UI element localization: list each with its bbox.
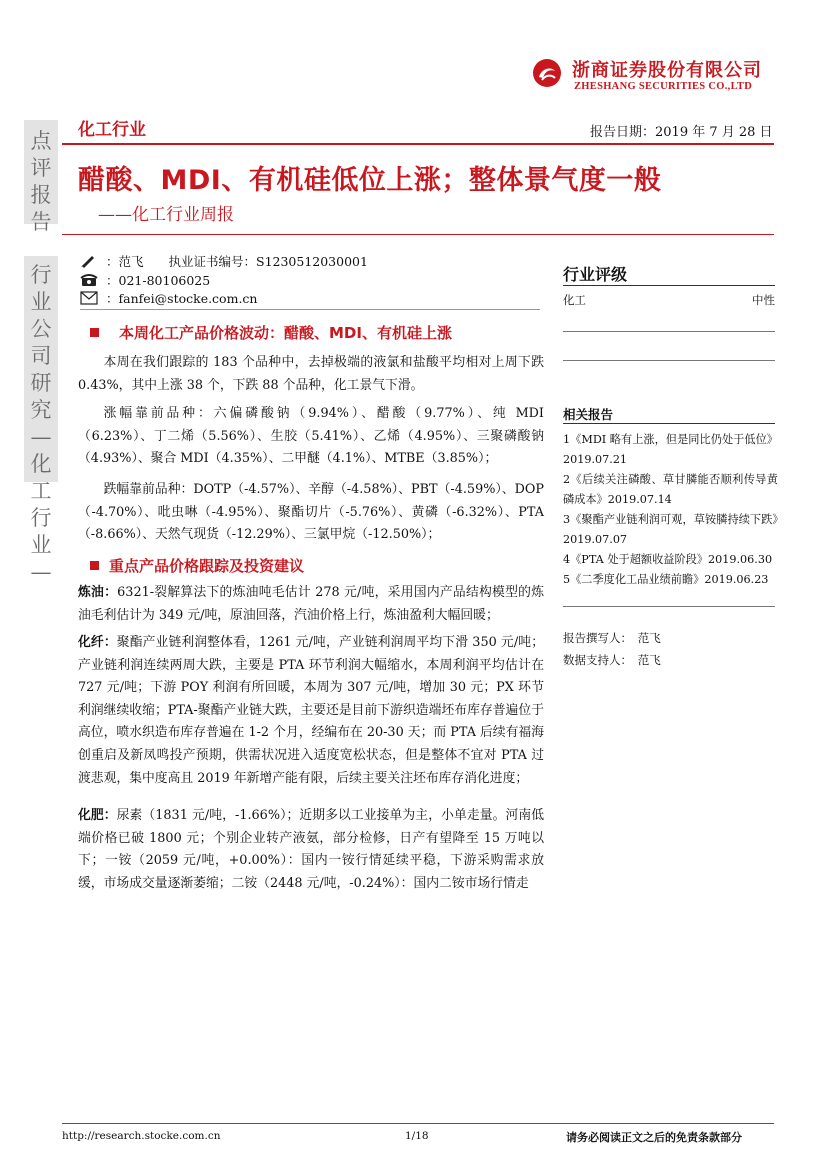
title-divider [62, 234, 774, 235]
contact-divider [80, 309, 540, 310]
tab-char: 化 [30, 452, 52, 476]
square-bullet-icon [90, 561, 99, 570]
related-report-item[interactable]: 2《后续关注磷酸、草甘膦能否顺利传导黄磷成本》2019.07.14 [563, 473, 778, 506]
phone-row [80, 271, 210, 289]
disclaimer-note: 请务必阅读正文之后的免责条款部分 [566, 1131, 742, 1144]
rating-title: 行业评级 [563, 265, 628, 284]
tab-char: 点 [30, 129, 52, 153]
rating-line [563, 360, 775, 361]
tab-char: 究 [30, 398, 52, 422]
related-report-item[interactable]: 3《聚酯产业链利润可观，草铵膦持续下跌》2019.07.07 [563, 513, 778, 546]
email-address[interactable]: ：fanfei@stocke.com.cn [106, 291, 258, 306]
related-divider [563, 423, 775, 424]
paragraph-refining [78, 582, 544, 627]
related-reports-title: 相关报告 [563, 407, 614, 422]
section-heading-tracking [90, 555, 304, 576]
item-label: 化纤： [78, 635, 117, 650]
tab-char: 评 [30, 156, 52, 180]
analyst-info: ：范飞 执业证书编号：S1230512030001 [106, 254, 368, 269]
tab-char: 业 [30, 290, 52, 314]
section-heading-text: 本周化工产品价格波动：醋酸、MDI、有机硅上涨 [119, 324, 452, 342]
item-label: 炼油： [78, 585, 118, 600]
tab-char: — [30, 425, 52, 449]
paragraph-summary: 本周在我们跟踪的 183 个品种中，去掉极端的液氯和盐酸平均相对上周下跌 0.43%，其中上涨 38 个，下跌 88 个品种，化工景气下滑。 [78, 355, 544, 393]
paragraph-gainers: 涨幅靠前品种：六偏磷酸钠（9.94%）、醋酸（9.77%）、纯 MDI（6.23%）、丁二烯（5.56%）、生胶（5.41%）、乙烯（4.95%）、三聚磷酸钠（4.93%）、聚合 MDI（4.35%）、二甲醚（4.1%）、MTBE（3.85%）； [78, 406, 544, 467]
company-logo-icon [532, 58, 562, 88]
tab-char: 行 [30, 263, 52, 287]
tab-char: 工 [30, 479, 52, 503]
page-number: 1/18 [405, 1130, 429, 1142]
report-title: 醋酸、MDI、有机硅低位上涨；整体景气度一般 [78, 165, 662, 196]
tab-char: 司 [30, 344, 52, 368]
related-report-item[interactable]: 4《PTA 处于超额收益阶段》2019.06.30 [563, 553, 773, 566]
category-tab [24, 256, 58, 584]
tab-char: 报 [30, 183, 52, 207]
industry-label: 化工行业 [78, 120, 146, 140]
footer-divider [62, 1123, 774, 1124]
tab-char: 公 [30, 317, 52, 341]
tab-char: — [30, 560, 52, 584]
header-divider [62, 143, 774, 145]
tab-char: 告 [30, 210, 52, 234]
email-row [80, 289, 257, 307]
related-report-item[interactable]: 5《二季度化工品业绩前瞻》2019.06.23 [563, 573, 769, 586]
report-type-tab [24, 120, 58, 234]
mail-icon [80, 291, 98, 305]
footer-url[interactable]: http://research.stocke.com.cn [62, 1130, 221, 1142]
data-supporter: 数据支持人： 范飞 [563, 653, 661, 667]
square-bullet-icon [90, 328, 99, 337]
item-text: 尿素（1831 元/吨，-1.66%）；近期多以工业接单为主，小单走量。河南低端价格已破 1800 元；个别企业转产液氨，部分检修，日产有望降至 15 万吨以下；一铵（2059 元/吨，+0.00%）：国内一铵行情延续平稳，下游采购需求放缓，市场成交量逐渐萎缩；二铵（2448 元/吨，-0.24%）：国内二铵市场行情走 [78, 808, 545, 891]
analyst-row [80, 252, 368, 270]
paragraph-fiber [78, 632, 544, 790]
rating-line [563, 331, 775, 332]
related-reports-list [563, 430, 778, 590]
company-name-en: ZHESHANG SECURITIES CO.,LTD [574, 81, 753, 92]
related-report-item[interactable]: 1《MDI 略有上涨，但是同比仍处于低位》2019.07.21 [563, 433, 778, 466]
item-text: 6321-裂解算法下的炼油吨毛估计 278 元/吨，采用国内产品结构模型的炼油毛利估计为 349 元/吨，原油回落，汽油价格上行，炼油盈利大幅回暖； [78, 585, 545, 623]
report-subtitle: ——化工行业周报 [98, 205, 234, 225]
report-writer: 报告撰写人： 范飞 [563, 631, 661, 645]
rating-industry: 化工 [563, 293, 586, 307]
phone-icon [80, 273, 98, 287]
phone-number: ：021-80106025 [106, 273, 211, 288]
paragraph-losers: 跌幅靠前品种：DOTP（-4.57%）、辛醇（-4.58%）、PBT（-4.59%）、DOP（-4.70%）、吡虫啉（-4.95%）、聚酯切片（-5.76%）、黄磷（-6.32%）、PTA（-8.66%）、天然气现货（-12.29%）、三氯甲烷（-12.50%）； [78, 482, 544, 543]
rating-divider [563, 285, 775, 286]
tab-char: 行 [30, 506, 52, 530]
pen-icon [80, 254, 98, 268]
company-name-cn: 浙商证券股份有限公司 [572, 60, 762, 81]
report-date: 报告日期：2019 年 7 月 28 日 [590, 125, 773, 140]
tab-char: 业 [30, 533, 52, 557]
rating-value: 中性 [752, 293, 775, 307]
paragraph-fertilizer [78, 805, 544, 895]
section-heading-price [90, 322, 452, 343]
tab-char: 研 [30, 371, 52, 395]
section-heading-text: 重点产品价格跟踪及投资建议 [109, 557, 305, 575]
related-end-divider [563, 606, 775, 607]
item-label: 化肥： [78, 808, 117, 823]
item-text: 聚酯产业链利润整体看，1261 元/吨，产业链利润周平均下滑 350 元/吨；产业链利润连续两周大跌，主要是 PTA 环节利润大幅缩水，本周利润平均估计在 727 元/吨；下游 POY 利润有所回暖，本周为 307 元/吨，增加 30 元；PX 环节利润继续收缩；PTA-聚酯产业链大跌，主要还是目前下游织造端坯布库存普遍位于高位，喷水织造布库存普遍在 1-2 个月，经编布在 20-30 天；而 PTA 后续有福海创重启及新凤鸣投产预期，供需状况进入适度宽松状态，但是整体不宜对 PTA 过渡悲观，集中度高且 2019 年新增产能有限，后续主要关注坯布库存消化进度； [78, 635, 545, 786]
